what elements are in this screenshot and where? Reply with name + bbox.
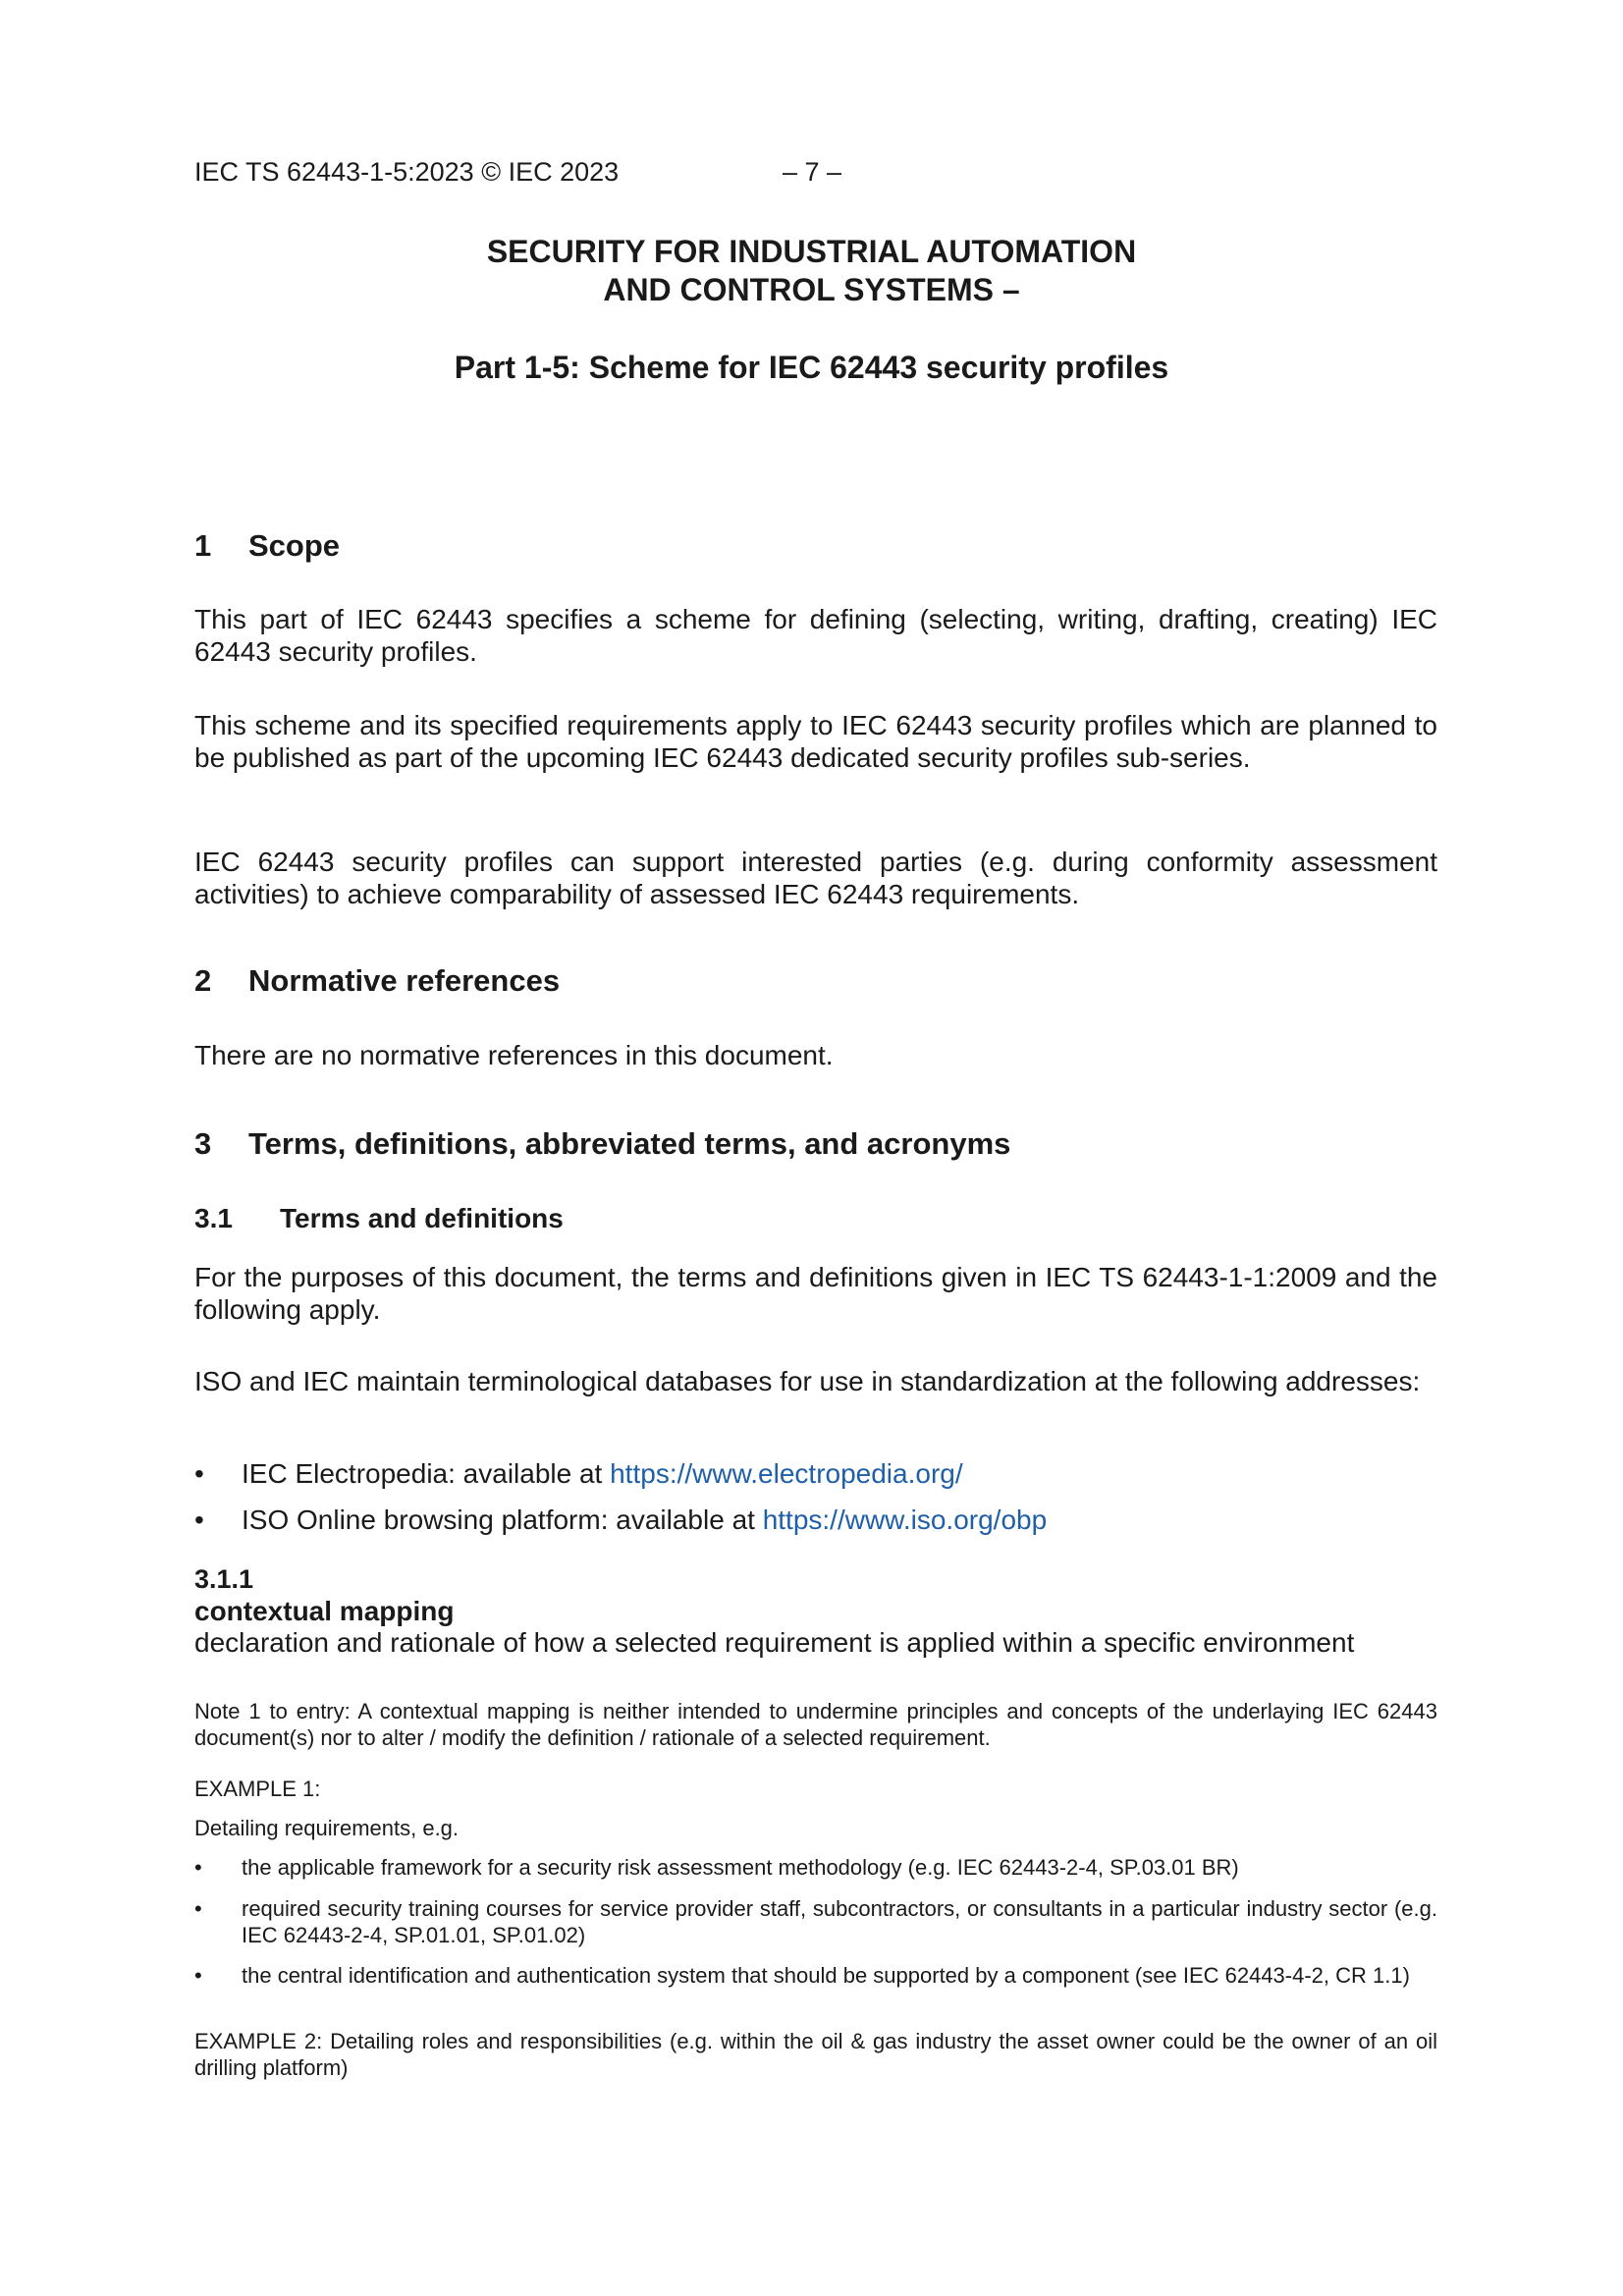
terms-paragraph-2: ISO and IEC maintain terminological databases for use in standardization at the following addresses: (194, 1366, 1421, 1396)
iso-obp-link[interactable]: https://www.iso.org/obp (762, 1504, 1048, 1535)
list-item-text: required security training courses for service provider staff, subcontractors, or consultants in a particular industry sector (e.g. IEC 62443-2-4, SP.01.01, SP.01.02) (242, 1896, 1437, 1947)
bullet-glyph: • (194, 1855, 202, 1880)
header-page-number: – 7 – (783, 157, 842, 187)
header-document-reference: IEC TS 62443-1-5:2023 © IEC 2023 (194, 157, 620, 187)
example-2: EXAMPLE 2: Detailing roles and responsibilities (e.g. within the oil & gas industry the asset owner could be the owner of an oil drilling platform) (194, 2029, 1437, 2080)
section-title: Normative references (248, 963, 561, 998)
section-title: Terms, definitions, abbreviated terms, and acronyms (248, 1126, 1011, 1161)
list-item-text: IEC Electropedia: available at https://www.electropedia.org/ (242, 1458, 963, 1489)
section-number: 3 (194, 1126, 212, 1161)
document-title-line-1: SECURITY FOR INDUSTRIAL AUTOMATION (486, 234, 1137, 269)
document-title-line-2: AND CONTROL SYSTEMS – (603, 272, 1020, 307)
electropedia-link[interactable]: https://www.electropedia.org/ (610, 1458, 963, 1489)
terms-paragraph-1: For the purposes of this document, the terms and definitions given in IEC TS 62443-1-1:2009 and the following apply. (194, 1262, 1437, 1325)
example-1-intro: Detailing requirements, e.g. (194, 1816, 460, 1840)
section-3-heading (194, 1126, 1010, 1162)
scope-paragraph-1: This part of IEC 62443 specifies a scheme for defining (selecting, writing, drafting, creating) IEC 62443 security profiles. (194, 604, 1437, 667)
bullet-glyph: • (194, 1504, 204, 1535)
list-item-text: the central identification and authentication system that should be supported by a component (see IEC 62443-4-2, CR 1.1) (242, 1963, 1410, 1988)
term-definition: declaration and rationale of how a selected requirement is applied within a specific environment (194, 1627, 1355, 1658)
example-1-label: EXAMPLE 1: (194, 1777, 321, 1801)
section-2-heading (194, 963, 560, 999)
list-item-text: ISO Online browsing platform: available at https://www.iso.org/obp (242, 1504, 1048, 1535)
section-1-heading (194, 528, 340, 564)
section-title: Scope (248, 528, 341, 563)
bullet-glyph: • (194, 1963, 202, 1988)
scope-paragraph-3: IEC 62443 security profiles can support interested parties (e.g. during conformity assessment activities) to achieve comparability of assessed IEC 62443 requirements. (194, 847, 1437, 909)
list-item-text: the applicable framework for a security risk assessment methodology (e.g. IEC 62443-2-4, SP.03.01 BR) (242, 1855, 1239, 1880)
term-name: contextual mapping (194, 1596, 455, 1626)
term-number: 3.1.1 (194, 1564, 254, 1594)
section-number: 2 (194, 963, 212, 998)
subsection-3-1-heading (194, 1203, 564, 1234)
document-part-title: Part 1-5: Scheme for IEC 62443 security profiles (454, 350, 1169, 385)
bullet-glyph: • (194, 1896, 202, 1921)
scope-paragraph-2: This scheme and its specified requirements apply to IEC 62443 security profiles which are planned to be published as part of the upcoming IEC 62443 dedicated security profiles sub-series. (194, 710, 1437, 773)
bullet-glyph: • (194, 1458, 204, 1489)
subsection-number: 3.1 (194, 1203, 233, 1233)
normative-references-paragraph: There are no normative references in this document. (194, 1040, 834, 1070)
section-number: 1 (194, 528, 212, 563)
term-note: Note 1 to entry: A contextual mapping is neither intended to undermine principles and concepts of the underlaying IEC 62443 document(s) nor to alter / modify the definition / rationale of a selected requirement. (194, 1699, 1437, 1750)
subsection-title: Terms and definitions (280, 1203, 564, 1233)
